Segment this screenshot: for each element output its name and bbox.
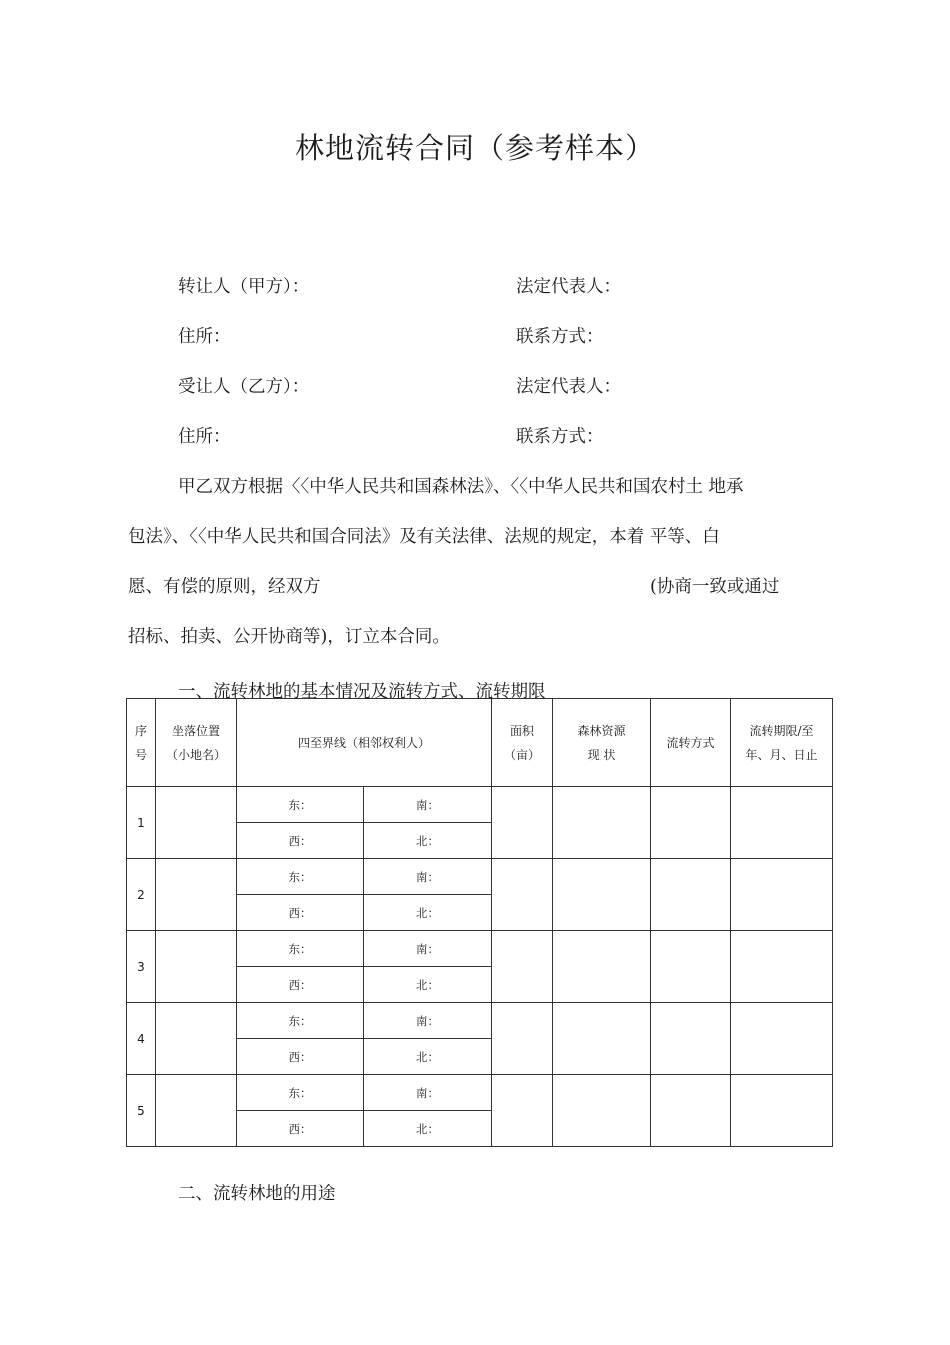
resource-cell[interactable]: [553, 1075, 651, 1147]
table-header-row: [127, 699, 833, 787]
east-cell[interactable]: 东：: [237, 859, 364, 895]
land-info-table: [126, 698, 833, 1147]
table-row: [127, 787, 833, 823]
location-cell[interactable]: [156, 931, 237, 1003]
row-number: 2: [127, 859, 156, 931]
term-cell[interactable]: [731, 1003, 833, 1075]
method-cell[interactable]: [651, 931, 731, 1003]
method-cell[interactable]: [651, 859, 731, 931]
intro-line-1: 甲乙双方根据〈〈中华人民共和国森林法》、〈〈中华人民共和国农村土 地承: [178, 477, 744, 497]
transferor-label: 转让人（甲方）：: [178, 277, 310, 297]
transferor-address-label: 住所：: [178, 327, 231, 347]
location-cell[interactable]: [156, 1075, 237, 1147]
header-boundary: 四至界线（相邻权利人）: [237, 699, 492, 787]
header-seq: 序 号: [127, 699, 156, 787]
intro-line-2: 包法》、〈〈中华人民共和国合同法》及有关法律、法规的规定，本着 平等、白: [128, 527, 720, 547]
term-cell[interactable]: [731, 859, 833, 931]
header-area: 面积 （亩）: [492, 699, 553, 787]
west-cell[interactable]: 西：: [237, 1111, 364, 1147]
intro-line-3-note: (协商一致或通过: [650, 577, 780, 597]
north-cell[interactable]: 北：: [364, 895, 492, 931]
method-cell[interactable]: [651, 1075, 731, 1147]
south-cell[interactable]: 南：: [364, 1003, 492, 1039]
transferor-representative-label: 法定代表人：: [516, 277, 621, 297]
row-number: 1: [127, 787, 156, 859]
area-cell[interactable]: [492, 859, 553, 931]
document-title: 林地流转合同（参考样本）: [294, 131, 655, 165]
transferee-representative-label: 法定代表人：: [516, 377, 621, 397]
area-cell[interactable]: [492, 931, 553, 1003]
east-cell[interactable]: 东：: [237, 1075, 364, 1111]
area-cell[interactable]: [492, 1075, 553, 1147]
east-cell[interactable]: 东：: [237, 787, 364, 823]
west-cell[interactable]: 西：: [237, 823, 364, 859]
west-cell[interactable]: 西：: [237, 895, 364, 931]
west-cell[interactable]: 西：: [237, 967, 364, 1003]
header-term: 流转期限/至 年、月、日止: [731, 699, 833, 787]
row-number: 3: [127, 931, 156, 1003]
header-method: 流转方式: [651, 699, 731, 787]
resource-cell[interactable]: [553, 931, 651, 1003]
table-row: [127, 1075, 833, 1111]
intro-line-3: 愿、有偿的原则，经双方: [128, 577, 321, 597]
north-cell[interactable]: 北：: [364, 823, 492, 859]
south-cell[interactable]: 南：: [364, 787, 492, 823]
north-cell[interactable]: 北：: [364, 1039, 492, 1075]
area-cell[interactable]: [492, 1003, 553, 1075]
method-cell[interactable]: [651, 787, 731, 859]
transferee-contact-label: 联系方式：: [516, 427, 604, 447]
transferee-label: 受让人（乙方）：: [178, 377, 310, 397]
location-cell[interactable]: [156, 1003, 237, 1075]
location-cell[interactable]: [156, 787, 237, 859]
area-cell[interactable]: [492, 787, 553, 859]
row-number: 4: [127, 1003, 156, 1075]
term-cell[interactable]: [731, 1075, 833, 1147]
south-cell[interactable]: 南：: [364, 1075, 492, 1111]
east-cell[interactable]: 东：: [237, 931, 364, 967]
resource-cell[interactable]: [553, 787, 651, 859]
east-cell[interactable]: 东：: [237, 1003, 364, 1039]
resource-cell[interactable]: [553, 859, 651, 931]
north-cell[interactable]: 北：: [364, 1111, 492, 1147]
north-cell[interactable]: 北：: [364, 967, 492, 1003]
transferor-contact-label: 联系方式：: [516, 327, 604, 347]
header-resource: 森林资源 现 状: [553, 699, 651, 787]
south-cell[interactable]: 南：: [364, 859, 492, 895]
location-cell[interactable]: [156, 859, 237, 931]
section-1-heading: 一、流转林地的基本情况及流转方式、流转期限: [178, 682, 546, 702]
west-cell[interactable]: 西：: [237, 1039, 364, 1075]
section-2-heading: 二、流转林地的用途: [178, 1184, 336, 1204]
row-number: 5: [127, 1075, 156, 1147]
south-cell[interactable]: 南：: [364, 931, 492, 967]
table-row: [127, 859, 833, 895]
term-cell[interactable]: [731, 931, 833, 1003]
method-cell[interactable]: [651, 1003, 731, 1075]
table-row: [127, 1003, 833, 1039]
table-row: [127, 931, 833, 967]
resource-cell[interactable]: [553, 1003, 651, 1075]
term-cell[interactable]: [731, 787, 833, 859]
header-location: 坐落位置 （小地名）: [156, 699, 237, 787]
intro-line-4: 招标、拍卖、公开协商等)，订立本合同。: [128, 627, 450, 647]
transferee-address-label: 住所：: [178, 427, 231, 447]
